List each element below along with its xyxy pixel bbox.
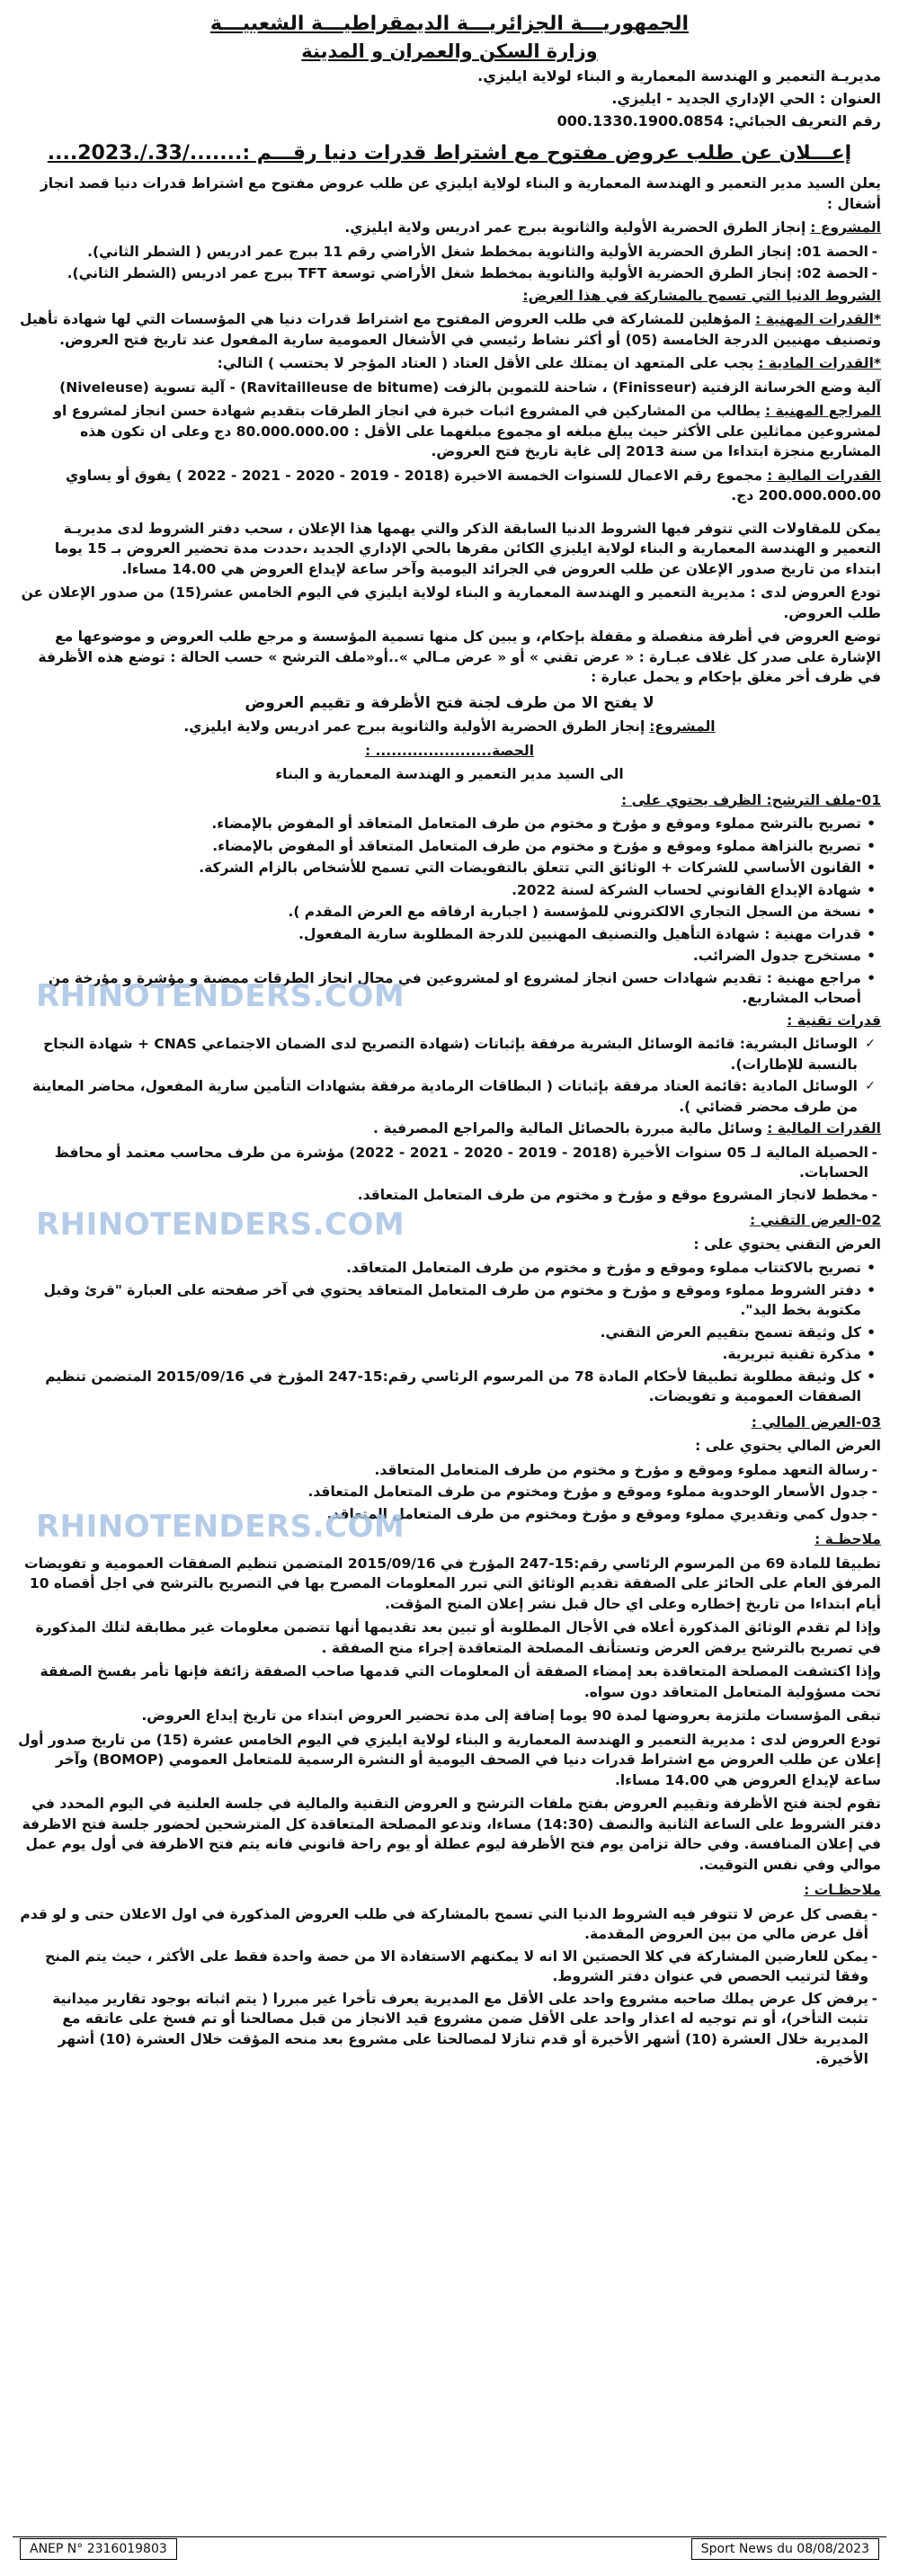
candidacy-financial-text: وسائل مالية مبررة بالحصائل المالية والمراجع المصرفية . bbox=[373, 1120, 763, 1136]
conditions-heading: الشروط الدنيا التي تسمح بالمشاركة في هذا العرض: bbox=[522, 287, 881, 304]
financial-text: مجموع رقم الاعمال للسنوات الخمسة الاخيرة (2018 - 2019 - 2020 - 2021 - 2022 ) يفوق أو يساوي 200.000.000.00 دج. bbox=[65, 467, 881, 504]
ministry-title: وزارة السكن والعمران و المدينة bbox=[301, 40, 598, 62]
candidacy-item: • نسخة من السجل التجاري الالكتروني للمؤسسة ( اجبارية ارفاقه مع العرض المقدم ). bbox=[18, 902, 861, 923]
note-paragraph: تبقى المؤسسات ملتزمة بعروضها لمدة 90 يوما إضافة إلى مدة تحضير العروض ابتداء من تاريخ إيداع العروض. bbox=[141, 1707, 881, 1724]
lot-item: - الحصة 02: إنجاز الطرق الحضرية الأولية والثانوية بمخطط شغل الأراضي توسعة TFT ببرج عمر ادريس (الشطر الثاني). bbox=[18, 263, 868, 284]
technical-capacity-list bbox=[18, 1034, 881, 1117]
candidacy-item: • القانون الأساسي للشركات + الوثائق التي تتعلق بالتفويضات التي تسمح للأشخاص بالزام الشركة. bbox=[18, 858, 861, 878]
technical-offer-item: • تصريح بالاكتتاب مملوء وموقع و مؤرخ و مختوم من طرف المتعامل المتعاقد. bbox=[18, 1258, 861, 1279]
intro-text: يعلن السيد مدير التعمير و الهندسة المعمارية و البناء لولاية ايليزي عن طلب عروض مفتوح مع اشتراط قدرات دنيا قصد انجاز أشغال : bbox=[40, 175, 881, 212]
note-paragraph: تودع العروض لدى : مديرية التعمير و الهندسة المعمارية و البناء لولاية ايليزي في اليوم الخامس عشرة (15) من تاريخ صدور أول إعلان عن طلب العروض مع اشتراط قدرات دنيا في الصحف اليومية أو النشرة الرسمية للمتعامل العمومي (BOMOP) وآخر ساعة لإيداع العروض هي 14.00 مساءا. bbox=[18, 1731, 881, 1788]
remark-item: - يقصى كل عرض لا تتوفر فيه الشروط الدنيا التي تسمح بالمشاركة في طلب العروض المذكورة في اول الاعلان حتى و لو قدم أقل عرض مالي من بين العروض المقدمة. bbox=[18, 1904, 868, 1945]
project-text: إنجاز الطرق الحضرية الأولية والثانوية ببرج عمر ادريس ولاية ايليزي. bbox=[344, 219, 806, 236]
notes-heading: ملاحظـة : bbox=[814, 1531, 881, 1547]
notice-title: إعـــلان عن طلب عروض مفتوح مع اشتراط قدرات دنيا رقـــم :......./33./.2023.... bbox=[47, 142, 852, 165]
financial-offer-item: - جدول الأسعار الوحدوية مملوء وموقع و مؤرخ ومختوم من طرف المتعامل المتعاقد. bbox=[18, 1482, 868, 1502]
material-text: يجب على المتعهد ان يمتلك على الأقل العتاد ( العتاد المؤجر لا يحتسب ) التالي: bbox=[217, 355, 754, 371]
envelope-warning: لا يفتح الا من طرف لجنة فتح الأظرفة و تقييم العروض bbox=[245, 693, 654, 712]
candidacy-item: • مستخرج جدول الضرائب. bbox=[18, 946, 861, 967]
candidacy-item: • مراجع مهنية : تقديم شهادات حسن انجاز لمشروع او لمشروعين في مجال انجاز الطرقات ممضية و مؤشرة و مؤرخة من أصحاب المشاريع. bbox=[18, 968, 861, 1009]
page-footer bbox=[13, 2536, 886, 2561]
technical-offer-item: • كل وثيقة تسمح بتقييم العرض التقني. bbox=[18, 1323, 861, 1343]
candidacy-item: • تصريح بالترشح مملوء وموقع و مؤرخ و مختوم من طرف المتعامل المتعاقد أو المفوض بالإمضاء. bbox=[18, 814, 861, 834]
note-paragraph: وإذا لم تقدم الوثائق المذكورة أعلاه في الأجال المطلوبة أو تبين بعد تقديمها أنها تتضمن معلومات غير مطابقة لتلك المذكورة في تصريح بالترشح يرفض العرض وتستأنف المصلحة المتعاقدة إجراء منح الصفقة . bbox=[35, 1619, 881, 1656]
anep-number: ANEP N° 2316019803 bbox=[20, 2538, 177, 2560]
technical-offer-list bbox=[18, 1258, 881, 1407]
republic-title: الجمهوريـــة الجزائريـــة الديمقراطيـــة الشعبيـــة bbox=[209, 13, 690, 35]
candidacy-financial-list bbox=[18, 1143, 881, 1206]
note-paragraph: وإذا اكتشفت المصلحة المتعاقدة بعد إمضاء الصفقة أن المعلومات التي قدمها صاحب الصفقة زائفة فإنها تأمر بفسخ الصفقة تحت مسؤولية المتعامل المتعاقد دون سواه. bbox=[40, 1663, 881, 1700]
candidacy-item: • شهادة الإيداع القانوني لحساب الشركة لسنة 2022. bbox=[18, 880, 861, 901]
financial-offer-item: - جدول كمي وتقديري مملوء وموقع و مؤرخ ومختوم من طرف المتعامل المتعاقد. bbox=[18, 1504, 868, 1525]
financial-offer-heading: 03-العرض المالي : bbox=[751, 1413, 881, 1431]
procedure-paragraph: يمكن للمقاولات التي تتوفر فيها الشروط الدنيا السابقة الذكر والتي يهمها هذا الإعلان ، سحب دفتر الشروط لدى مديريـة التعمير و الهندسة المعمارية و البناء لولاية ايليزي الكائن مقرها بالحي الإداري الجديد ،حددت مدة تحضير العروض بـ 15 يوما ابتداء من تاريخ صدور الإعلان عن طلب العروض في الجرائد اليومية وآخر ساعة لإيداع العروض هي 14.00 مساءا. bbox=[54, 520, 881, 577]
technical-offer-heading: 02-العرض التقني : bbox=[749, 1212, 881, 1228]
financial-capacity bbox=[18, 466, 881, 506]
watermark-text: RHINOTENDERS.COM bbox=[36, 1509, 405, 1545]
remark-item: - يمكن للعارضين المشاركة في كلا الحصتين الا انه لا يمكنهم الاستفادة الا من حصة واحدة فقط على الأكثر ، حيث يتم المنح وفقا لترتيب الحصص في عنوان دفتر الشروط. bbox=[18, 1947, 868, 1987]
remarks-heading: ملاحظـات : bbox=[804, 1882, 881, 1898]
material-label: *القدرات المادية : bbox=[758, 355, 881, 371]
tender-notice-page bbox=[13, 7, 886, 2561]
professional-text: المؤهلين للمشاركة في طلب العروض المفتوح مع اشتراط قدرات دنيا هي المؤسسات التي لها شهادة تأهيل وتصنيف مهنيين الدرجة الخامسة (05) أو أكثر نشاط رئيسي في الأشغال العمومية سارية المفعول عند تاريخ فتح العروض. bbox=[20, 311, 881, 348]
technical-offer-item: • مذكرة تقنية تبريرية. bbox=[18, 1344, 861, 1365]
balance-sheet-item: - الحصيلة المالية لـ 05 سنوات الأخيرة (2018 - 2019 - 2020 - 2021 - 2022) مؤشرة من طرف محاسب معتمد أو محافظ الحسابات. bbox=[18, 1143, 868, 1183]
candidacy-list bbox=[18, 814, 881, 1009]
candidacy-financial-label: القدرات المالية : bbox=[767, 1120, 881, 1136]
material-equipment: آلية وضع الخرسانة الزفتية (Finisseur) ، شاحنة للتموين بالزفت (Ravitailleuse de bitume) - آلية تسوية (Niveleuse) bbox=[59, 379, 881, 396]
watermark-text: RHINOTENDERS.COM bbox=[36, 978, 405, 1014]
watermark-text: RHINOTENDERS.COM bbox=[36, 1207, 405, 1243]
remarks-list bbox=[18, 1904, 881, 2070]
envelope-to-line: الى السيد مدير التعمير و الهندسة المعمارية و البناء bbox=[275, 766, 624, 782]
directorate-name: مديريـة التعمير و الهندسة المعمارية و البناء لولاية ايليزي. bbox=[477, 67, 881, 85]
project-plan-item: - مخطط لانجاز المشروع موقع و مؤرخ و مختوم من طرف المتعامل المتعاقد. bbox=[18, 1185, 868, 1206]
note-paragraph: تطبيقا للمادة 69 من المرسوم الرئاسي رقم:15-247 المؤرخ في 2015/09/16 المتضمن تنظيم الصفقات العمومية و تفويضات المرفق العام على الحائز على الصفقة تقديم الوثائق التي تبرر المعلومات المصرح بها في التصريح بالترشح في اجل أقصاه 10 أيام ابتداءا من تاريخ إخطاره وعلى اي حال قبل نشر إعلان المنح المؤقت. bbox=[24, 1555, 881, 1612]
candidacy-financial bbox=[18, 1119, 881, 1139]
technical-offer-intro: العرض التقني يحتوي على : bbox=[693, 1235, 881, 1252]
project-label: المشروع : bbox=[810, 219, 881, 236]
financial-offer-intro: العرض المالي يحتوي على : bbox=[695, 1438, 881, 1454]
financial-label: القدرات المالية : bbox=[767, 467, 881, 484]
project-line bbox=[18, 218, 881, 238]
lot-item: - الحصة 01: إنجاز الطرق الحضرية الأولية والثانوية بمخطط شغل الأراضي رقم 11 ببرج عمر ادريس ( الشطر الثاني). bbox=[18, 242, 868, 263]
envelope-lot-line: الحصة...................... : bbox=[364, 742, 535, 759]
candidacy-item: • تصريح بالنزاهة مملوء وموقع و مؤرخ و مختوم من طرف المتعامل المتعاقد أو المفوض بالإمضاء. bbox=[18, 836, 861, 857]
envelope-project-label: المشروع: bbox=[649, 718, 716, 735]
candidacy-heading: 01-ملف الترشح: الظرف يحتوي على : bbox=[620, 791, 881, 808]
references-label: المراجع المهنية : bbox=[764, 403, 881, 419]
procedure-paragraph: تودع العروض لدى : مديرية التعمير و الهندسة المعمارية و البناء لولاية ايليزي في اليوم الخامس عشر(15) من صدور الإعلان عن طلب العروض. bbox=[21, 584, 881, 621]
technical-capacity-item: ✓ الوسائل المادية :قائمة العتاد مرفقة بإثباتات ( البطاقات الرمادية مرفقة بشهادات التأمين سارية المفعول، محاضر المعاينة من طرف محضر قضائي ). bbox=[18, 1076, 858, 1117]
technical-capacity-label: قدرات تقنية : bbox=[787, 1012, 881, 1029]
professional-references bbox=[18, 401, 881, 462]
references-text: يطالب من المشاركين في المشروع اثبات خبرة في انجاز الطرقات بتقديم شهادة حسن انجاز لمشروع او لمشروعين مماثلين على الأكثر حيث يبلغ مبلغه او مجموع مبلغهما على الأقل : 80.000.000.00 دج وعلى ان تكون هذه المشاريع منجزة ابتداءا من سنة 2013 إلى غاية تاريخ فتح العروض. bbox=[53, 403, 881, 459]
technical-offer-item: • كل وثيقة مطلوبة تطبيقا لأحكام المادة 78 من المرسوم الرئاسي رقم:15-247 المؤرخ في 2015/09/16 المتضمن تنظيم الصفقات العمومية و تفويضات. bbox=[18, 1367, 861, 1407]
candidacy-item: • قدرات مهنية : شهادة التأهيل والتصنيف المهنيين للدرجة المطلوبة سارية المفعول. bbox=[18, 924, 861, 945]
newspaper-source: Sport News du 08/08/2023 bbox=[691, 2538, 879, 2560]
professional-capacity bbox=[18, 309, 881, 350]
procedure-paragraph: توضع العروض في أظرفة منفصلة و مقفلة بإحكام، و يبين كل منها تسمية المؤسسة و مرجع طلب العروض و موضوعها مع الإشارة على صدر كل غلاف عبـارة : « عرض تقني » أو « عرض مـالي »..أو«ملف الترشح » حسب الحالة : توضع هذه الأظرفة في ظرف أخر مغلق بإحكام و يحمل عبارة : bbox=[38, 628, 881, 685]
professional-label: *القدرات المهنية : bbox=[755, 311, 881, 327]
envelope-project-text: إنجاز الطرق الحضرية الأولية والثانوية ببرج عمر ادريس ولاية ايليزي. bbox=[183, 718, 645, 735]
technical-capacity-item: ✓ الوسائل البشرية: قائمة الوسائل البشرية مرفقة بإثباتات (شهادة التصريح لدى الضمان الاجتماعي CNAS + شهادة النجاح بالنسبة للإطارات). bbox=[18, 1034, 858, 1074]
lots-list bbox=[18, 242, 881, 284]
envelope-project bbox=[18, 717, 881, 737]
financial-offer-list bbox=[18, 1460, 881, 1525]
financial-offer-item: - رسالة التعهد مملوء وموقع و مؤرخ و مختوم من طرف المتعامل المتعاقد. bbox=[18, 1460, 868, 1481]
material-capacity bbox=[18, 353, 881, 374]
note-paragraph: تقوم لجنة فتح الأظرفة وتقييم العروض بفتح ملفات الترشح و العروض التقنية والمالية في جلسة العلنية في اليوم المحدد في دفتر الشروط على الساعة الثانية والنصف (14:30) مساءا، وتدعو المصلحة المتعاقدة كل المترشحين لحضور جلسة فتح الاظرفة في إعلان المنافسة. وفي حالة تزامن يوم فتح الأظرفة ليوم عطلة أو يوم راحة قانوني فانه يتم فتح الاظرفة في أول يوم عمل موالي وفي نفس التوقيت. bbox=[22, 1796, 881, 1873]
remark-item: - يرفض كل عرض يملك صاحبه مشروع واحد على الأقل مع المديرية يعرف تأخرا غير مبررا ( يتم اثباته بوجود تقارير ميدانية تثبت التأخر)، أو تم توجيه له اعذار واحد على الأقل ضمن مشروع قيد الانجاز من قبل مصالحنا أو تم فسخ على عاتقه مع المديرية خلال العشرة (10) أشهر الأخيرة أو قدم تنازلا لمصالحنا على مشروع بعد منحه المؤقت خلال العشرة (10) أشهر الأخيرة. bbox=[18, 1989, 868, 2070]
technical-offer-item: • دفتر الشروط مملوء وموقع و مؤرخ و مختوم من طرف المتعامل المتعاقد يحتوي في آخر صفحته على العبارة "قرئ وقبل مكتوبة بخط اليد". bbox=[18, 1280, 861, 1321]
address-line: العنوان : الحي الإداري الجديد - ايليزي. bbox=[611, 90, 881, 107]
tax-id-line: رقم التعريف الجبائي: 000.1330.1900.0854 bbox=[556, 112, 881, 129]
